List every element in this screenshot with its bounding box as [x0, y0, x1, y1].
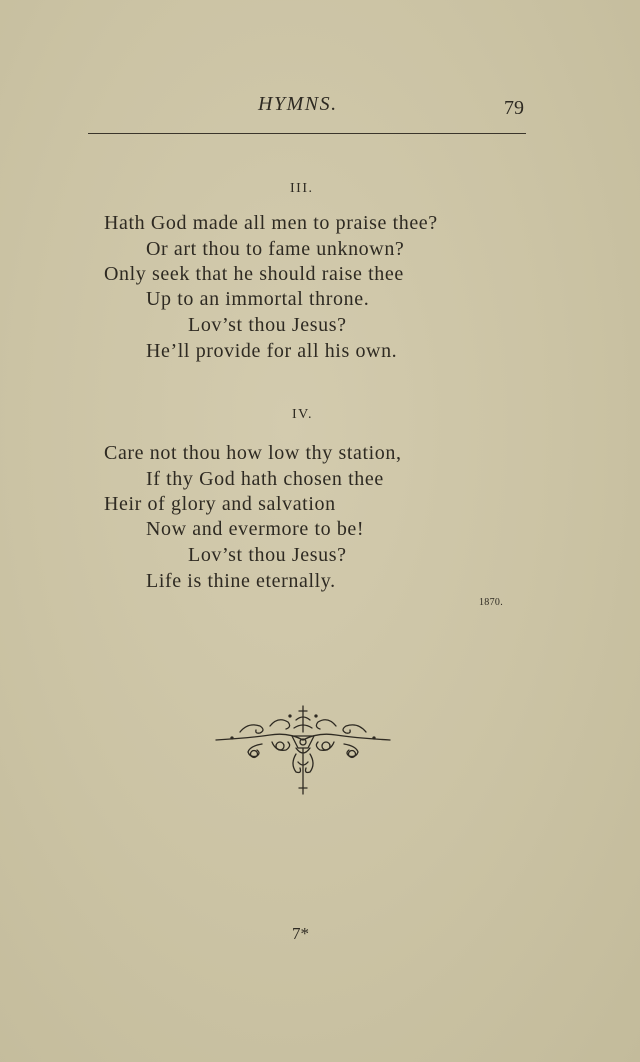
header-rule [88, 133, 526, 134]
signature-mark: 7* [292, 924, 309, 943]
stanza-number-iv: IV. [292, 407, 313, 422]
stanza-number-iii: III. [290, 181, 314, 196]
ornament-icon [210, 702, 396, 802]
verse-line: He’ll provide for all his own. [146, 340, 398, 362]
verse-line: Only seek that he should raise thee [104, 263, 404, 285]
verse-line: Lov’st thou Jesus? [188, 314, 347, 336]
verse-line: Heir of glory and salvation [104, 493, 336, 515]
verse-line: Lov’st thou Jesus? [188, 544, 347, 566]
verse-line: Or art thou to fame unknown? [146, 238, 405, 260]
running-title: HYMNS. [258, 93, 338, 115]
verse-line: Up to an immortal throne. [146, 288, 370, 310]
page-number: 79 [504, 97, 524, 119]
verse-line: Life is thine eternally. [146, 570, 336, 592]
verse-line: Care not thou how low thy station, [104, 442, 402, 464]
date-mark: 1870. [479, 597, 503, 608]
verse-line: Now and evermore to be! [146, 518, 365, 540]
verse-line: If thy God hath chosen thee [146, 468, 384, 490]
verse-line: Hath God made all men to praise thee? [104, 212, 438, 234]
